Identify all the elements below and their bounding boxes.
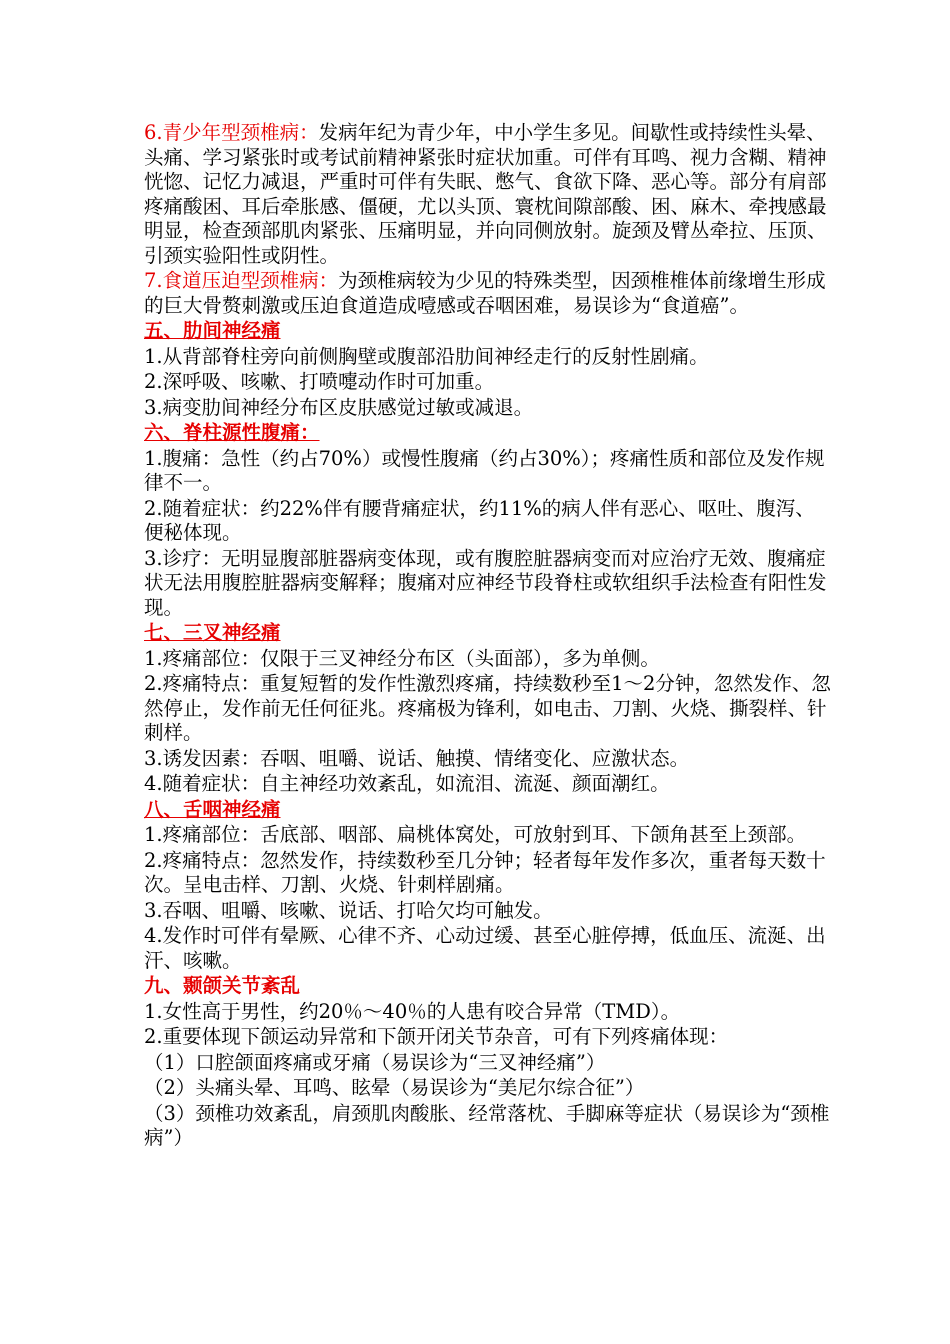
list-item: 1.女性高于男性，约20％～40％的人患有咬合异常（TMD）。 <box>144 999 681 1023</box>
paragraph-esophageal-cervical <box>144 269 834 318</box>
item-body: 为颈椎病较为少见的特殊类型，因颈椎椎体前缘增生形成的巨大骨赘刺激或压迫食道造成噎感或吞咽困难，易误诊为“食道癌”。 <box>144 269 826 317</box>
list-item: 1.疼痛部位：仅限于三叉神经分布区（头面部），多为单侧。 <box>144 646 660 670</box>
item-heading: 7.食道压迫型颈椎病： <box>144 269 339 292</box>
item-heading: 6.青少年型颈椎病： <box>144 121 319 144</box>
list-item: 2.疼痛特点：重复短暂的发作性激烈疼痛，持续数秒至1～2分钟，忽然发作、忽然停止，发作前无任何征兆。疼痛极为锋利，如电击、刀割、火烧、撕裂样、针刺样。 <box>144 672 831 744</box>
list-item: 3.诊疗：无明显腹部脏器病变体现，或有腹腔脏器病变而对应治疗无效、腹痛症状无法用腹腔脏器病变解释；腹痛对应神经节段脊柱或软组织手法检查有阳性发现。 <box>144 546 827 619</box>
list-item: 3.病变肋间神经分布区皮肤感觉过敏或减退。 <box>144 395 534 419</box>
section-title-intercostal: 五、肋间神经痛 <box>144 319 281 342</box>
list-item: 2.疼痛特点：忽然发作，持续数秒至几分钟；轻者每年发作多次，重者每天数十次。呈电击样、刀割、火烧、针刺样剧痛。 <box>144 848 826 896</box>
section-title-spinal-abdominal: 六、脊柱源性腹痛： <box>144 421 320 444</box>
list-item: 4.发作时可伴有晕厥、心律不齐、心动过缓、甚至心脏停搏，低血压、流涎、出汗、咳嗽。 <box>144 924 826 972</box>
list-item: 3.吞咽、咀嚼、咳嗽、说话、打哈欠均可触发。 <box>144 898 553 922</box>
document-page <box>144 121 834 1152</box>
list-item: 1.从背部脊柱旁向前侧胸壁或腹部沿肋间神经走行的反射性剧痛。 <box>144 344 709 368</box>
list-item: 2.重要体现下颌运动异常和下颌开闭关节杂音，可有下列疼痛体现： <box>144 1025 729 1048</box>
paragraph-juvenile-cervical <box>144 121 834 268</box>
list-item: （1）口腔颌面疼痛或牙痛（易误诊为“三叉神经痛”） <box>144 1050 606 1074</box>
list-item: （2）头痛头晕、耳鸣、眩晕（易误诊为“美尼尔综合征”） <box>144 1076 645 1099</box>
section-title-glossopharyngeal: 八、舌咽神经痛 <box>144 797 281 821</box>
list-item: 3.诱发因素：吞咽、咀嚼、说话、触摸、情绪变化、应激状态。 <box>144 746 690 770</box>
list-item: 1.疼痛部位：舌底部、咽部、扁桃体窝处，可放射到耳、下颌角甚至上颈部。 <box>144 823 807 846</box>
list-item: 2.深呼吸、咳嗽、打喷嚏动作时可加重。 <box>144 370 495 393</box>
list-item: 1.腹痛：急性（约占70%）或慢性腹痛（约占30%）；疼痛性质和部位及发作规律不一。 <box>144 446 825 494</box>
section-title-trigeminal: 七、三叉神经痛 <box>144 621 281 644</box>
list-item: 2.随着症状：约22%伴有腰背痛症状，约11%的病人伴有恶心、呕吐、腹泻、便秘体现。 <box>144 496 815 544</box>
list-item: （3）颈椎功效紊乱，肩颈肌肉酸胀、经常落枕、手脚麻等症状（易误诊为“颈椎病”） <box>144 1101 830 1149</box>
list-item: 4.随着症状：自主神经功效紊乱，如流泪、流涎、颜面潮红。 <box>144 772 670 795</box>
item-body: 发病年纪为青少年，中小学生多见。间歇性或持续性头晕、头痛、学习紧张时或考试前精神紧张时症状加重。可伴有耳鸣、视力含糊、精神恍惚、记忆力减退，严重时可伴有失眠、憋气、食欲下降、恶心等。部分有肩部疼痛酸困、耳后牵胀感、僵硬，尤以头顶、寰枕间隙部酸、困、麻木、牵拽感最明显，检查颈部肌肉紧张、压痛明显，并向同侧放射。旋颈及臂丛牵拉、压顶、引颈实验阳性或阴性。 <box>144 121 827 267</box>
section-title-tmj: 九、颞颌关节紊乱 <box>144 974 301 997</box>
